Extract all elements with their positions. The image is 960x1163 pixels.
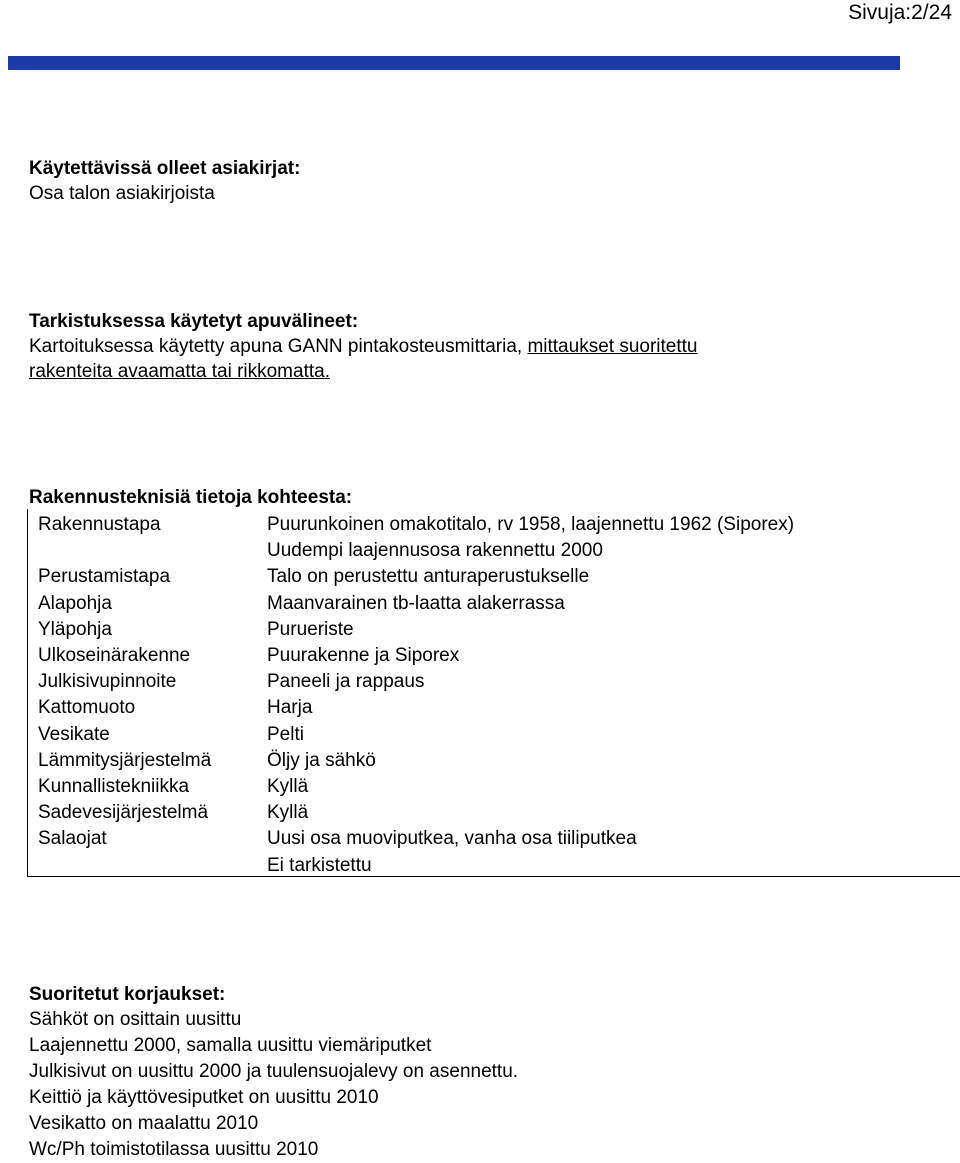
tech-row-label: Kattomuoto (38, 697, 136, 719)
page-number: Sivuja:2/24 (848, 1, 952, 24)
repair-item: Sähköt on osittain uusittu (29, 1009, 242, 1030)
tech-row-label: Julkisivupinnoite (38, 671, 177, 693)
tech-row-value: Kyllä (267, 776, 309, 797)
tech-row-label: Lämmitysjärjestelmä (38, 749, 212, 771)
tech-row-label: Perustamistapa (38, 566, 171, 588)
repairs-section (29, 982, 518, 1163)
tools-section (29, 309, 697, 384)
documents-heading: Käytettävissä olleet asiakirjat: (29, 158, 301, 179)
documents-text: Osa talon asiakirjoista (29, 183, 215, 204)
documents-section (29, 156, 300, 206)
repairs-list (29, 1007, 518, 1163)
header-bar (8, 56, 900, 70)
repair-item: Vesikatto on maalattu 2010 (29, 1113, 259, 1134)
tech-row-value: Paneeli ja rappaus (267, 671, 425, 693)
tech-row-value: Maanvarainen tb-laatta alakerrassa (267, 592, 565, 614)
tech-row-label: Yläpohja (38, 618, 112, 640)
tech-row-value: Puurakenne ja Siporex (267, 645, 460, 666)
repair-item: Wc/Ph toimistotilassa uusittu 2010 (29, 1139, 319, 1160)
tech-row-label: Vesikate (38, 723, 110, 745)
tech-row-value: Harja (267, 697, 313, 719)
tech-row-label: Alapohja (38, 592, 112, 614)
tools-line-1-underlined: mittaukset suoritettu (527, 336, 698, 357)
tech-row-value: Uudempi laajennusosa rakennettu 2000 (267, 540, 603, 562)
tools-line-1-plain: Kartoituksessa käytetty apuna GANN pintakosteusmittaria, (29, 336, 528, 357)
tech-row-value: Uusi osa muoviputkea, vanha osa tiiliputkea (267, 828, 637, 850)
tech-row-value: Öljy ja sähkö (267, 749, 376, 771)
tech-row-value: Talo on perustettu anturaperustukselle (267, 566, 590, 588)
tech-row-value: Purueriste (267, 618, 354, 640)
tools-line-2: rakenteita avaamatta tai rikkomatta. (29, 361, 330, 382)
repairs-heading: Suoritetut korjaukset: (29, 984, 226, 1005)
tech-row-label: Rakennustapa (38, 514, 161, 535)
tech-row-value: Puurunkoinen omakotitalo, rv 1958, laajennettu 1962 (Siporex) (267, 514, 795, 535)
repair-item: Keittiö ja käyttövesiputket on uusittu 2010 (29, 1087, 379, 1108)
repair-item: Laajennettu 2000, samalla uusittu viemäriputket (29, 1035, 432, 1056)
tech-row-label: Kunnallistekniikka (38, 776, 190, 797)
tools-line-1 (29, 334, 697, 359)
tools-heading: Tarkistuksessa käytetyt apuvälineet: (29, 311, 359, 332)
tech-row-label: Sadevesijärjestelmä (38, 802, 209, 824)
tech-row-value: Kyllä (267, 802, 309, 824)
tech-row-value: Ei tarkistettu (267, 854, 372, 876)
tech-heading: Rakennusteknisiä tietoja kohteesta: (29, 487, 353, 508)
repair-item: Julkisivut on uusittu 2000 ja tuulensuojalevy on asennettu. (29, 1061, 519, 1082)
tech-row-label: Ulkoseinärakenne (38, 645, 191, 666)
tech-row-label: Salaojat (38, 828, 107, 850)
tech-row-value: Pelti (267, 723, 304, 745)
